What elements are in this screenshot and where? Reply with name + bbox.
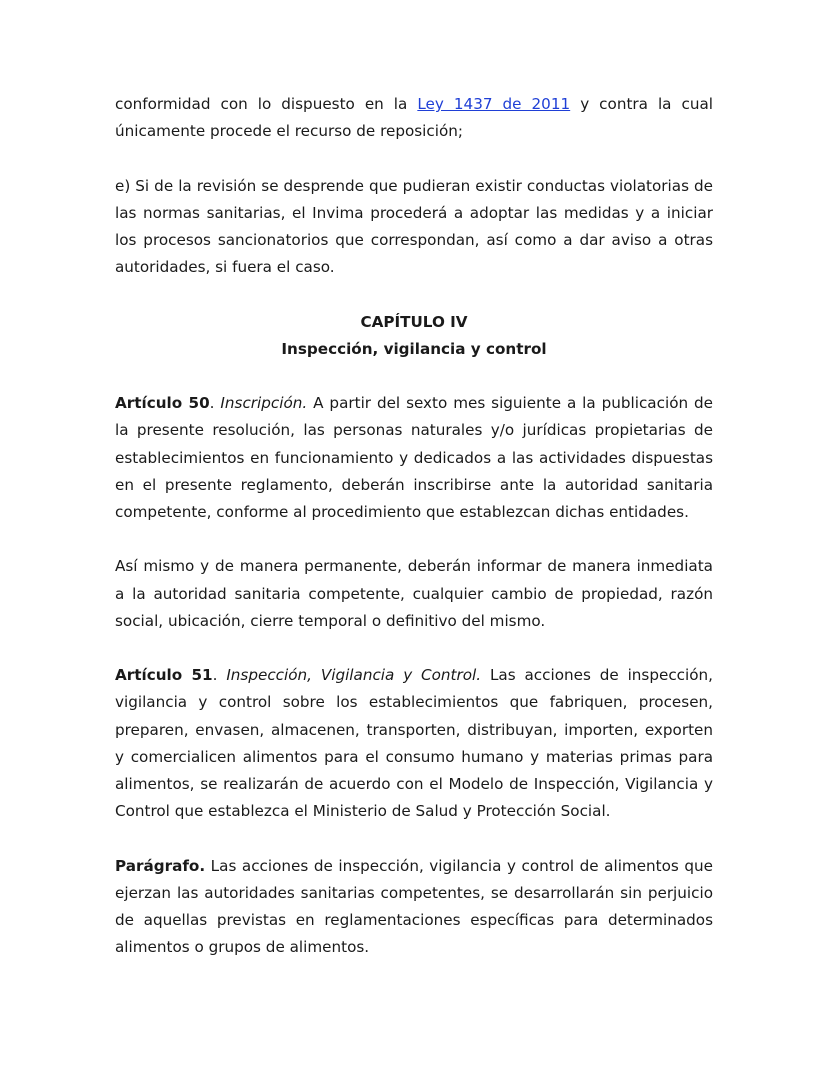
article-51 [115,662,713,825]
paragraph-ley-1437 [115,91,713,145]
article-50 [115,390,713,526]
chapter-title: Inspección, vigilancia y control [281,339,547,358]
paragraph-spacer [115,526,713,553]
article-separator: . [212,666,227,685]
paragraph-spacer [115,281,713,308]
paragrafo [115,853,713,962]
paragraph-asi-mismo: Así mismo y de manera permanente, deberán informar de manera inmediata a la autoridad sanitaria competente, cualquier cambio de propiedad, razón social, ubicación, cierre temporal o definitivo del mismo. [115,557,713,630]
document-page [115,91,713,961]
paragraph-spacer [115,635,713,662]
article-51-heading: Inspección, Vigilancia y Control. [226,666,482,685]
article-separator: . [209,394,221,413]
paragraph-text: conformidad con lo dispuesto en la [115,95,418,113]
paragraph-text: y contra la cual únicamente procede el recurso de reposición; [115,95,713,141]
article-50-text: A partir del sexto mes siguiente a la publicación de la presente resolución, las personas naturales y/o jurídicas propietarias de establecimientos en funcionamiento y dedicados a las actividades dispuestas en el presente reglamento, deberán inscribirse ante la autoridad sanitaria competente, conforme al procedimiento que establezcan dichas entidades. [115,394,714,521]
paragrafo-text: Las acciones de inspección, vigilancia y control de alimentos que ejerzan las autoridades sanitarias competentes, se desarrollarán sin perjuicio de aquellas previstas en reglamentaciones específicas para determinados alimentos o grupos de alimentos. [115,856,713,957]
article-50-label: Artículo 50 [115,394,210,413]
ley-1437-link[interactable]: Ley 1437 de 2011 [417,95,571,113]
paragraph-spacer [115,145,713,172]
chapter-number: CAPÍTULO IV [360,312,468,331]
paragraph-item-e: e) Si de la revisión se desprende que pudieran existir conductas violatorias de las normas sanitarias, el Invima procederá a adoptar las medidas y a iniciar los procesos sancionatorios que correspondan, así como a dar aviso a otras autoridades, si fuera el caso. [115,176,713,277]
article-51-label: Artículo 51 [115,666,213,685]
article-51-text: Las acciones de inspección, vigilancia y control sobre los establecimientos que fabriquen, procesen, preparen, envasen, almacenen, transporten, distribuyan, importen, exporten y comercialicen alimentos para el consumo humano y materias primas para alimentos, se realizarán de acuerdo con el Modelo de Inspección, Vigilancia y Control que establezca el Ministerio de Salud y Protección Social. [115,666,713,821]
article-50-heading: Inscripción. [220,394,308,413]
paragraph-spacer [115,825,713,852]
paragraph-spacer [115,363,713,390]
paragrafo-label: Parágrafo. [115,856,206,875]
